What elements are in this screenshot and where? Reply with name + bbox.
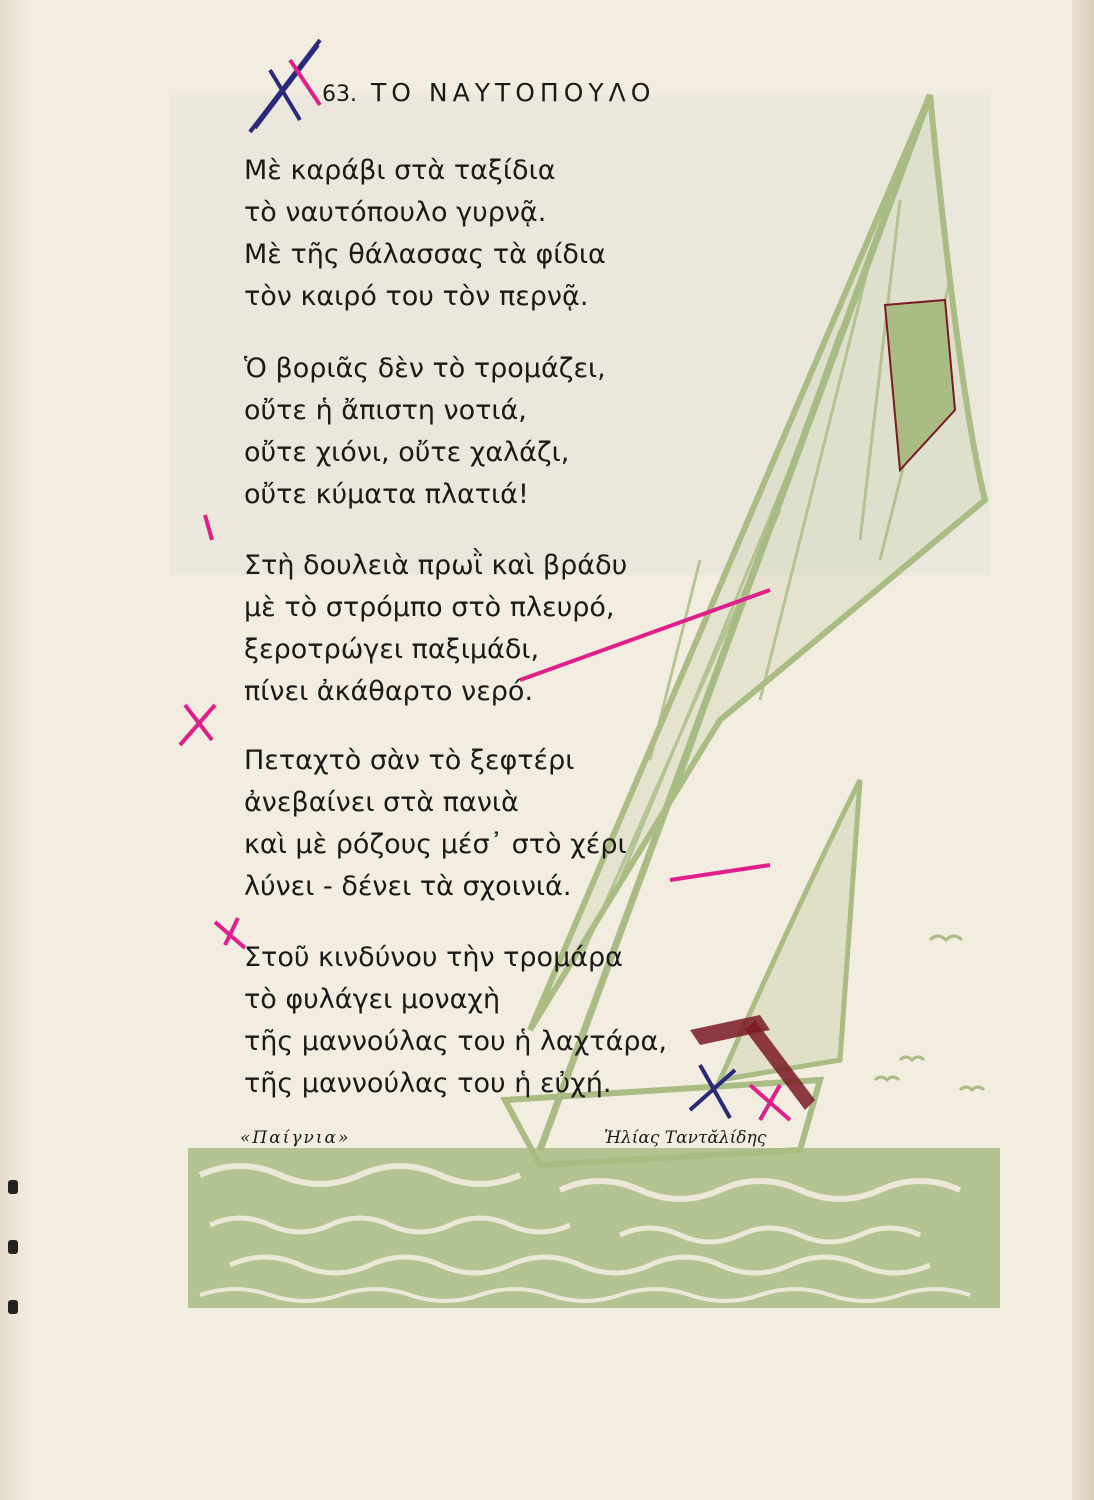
verse-line: ἀνεβαίνει στὰ πανιὰ [244, 787, 519, 818]
stanza-3 [244, 545, 627, 713]
stanza-1 [244, 150, 606, 318]
verse-line: οὔτε χιόνι, οὔτε χαλάζι, [244, 437, 570, 468]
verse-line: Στὴ δουλειὰ πρωῒ καὶ βράδυ [244, 550, 628, 581]
stanza-4 [244, 740, 627, 908]
stanza-5 [244, 937, 667, 1105]
verse-line: τὸ ναυτόπουλο γυρνᾷ. [244, 197, 547, 228]
verse-line: μὲ τὸ στρόμπο στὸ πλευρό, [244, 592, 615, 623]
verse-line: Στοῦ κινδύνου τὴν τρομάρα [244, 942, 623, 973]
poem-source: «Παίγνια» [240, 1128, 351, 1148]
stanza-2 [244, 348, 606, 516]
verse-line: λύνει - δένει τὰ σχοινιά. [244, 871, 572, 902]
verse-line: τῆς μαννούλας του ἡ λαχτάρα, [244, 1026, 667, 1057]
verse-line: τὸν καιρό του τὸν περνᾷ. [244, 281, 589, 312]
verse-line: ξεροτρώγει παξιμάδι, [244, 634, 540, 665]
verse-line: Μὲ καράβι στὰ ταξίδια [244, 155, 556, 186]
verse-line: Ὁ βοριᾶς δὲν τὸ τρομάζει, [244, 353, 606, 384]
verse-line: πίνει ἀκάθαρτο νερό. [244, 676, 534, 707]
poem-title [322, 78, 655, 107]
verse-line: οὔτε ἡ ἄπιστη νοτιά, [244, 395, 527, 426]
verse-line: τῆς μαννούλας του ἡ εὐχή. [244, 1068, 612, 1099]
verse-line: τὸ φυλάγει μοναχὴ [244, 984, 501, 1015]
poem-author: Ἠλίας Ταντᾰλίδης [604, 1128, 767, 1148]
verse-line: Μὲ τῆς θάλασσας τὰ φίδια [244, 239, 606, 270]
verse-line: καὶ μὲ ρόζους μέσ᾽ στὸ χέρι [244, 829, 627, 860]
poem-number: 63. [322, 82, 357, 107]
verse-line: Πεταχτὸ σὰν τὸ ξεφτέρι [244, 745, 575, 776]
poem-title-text: ΤΟ ΝΑΥΤΟΠΟΥΛΟ [371, 78, 656, 107]
verse-line: οὔτε κύματα πλατιά! [244, 479, 529, 510]
